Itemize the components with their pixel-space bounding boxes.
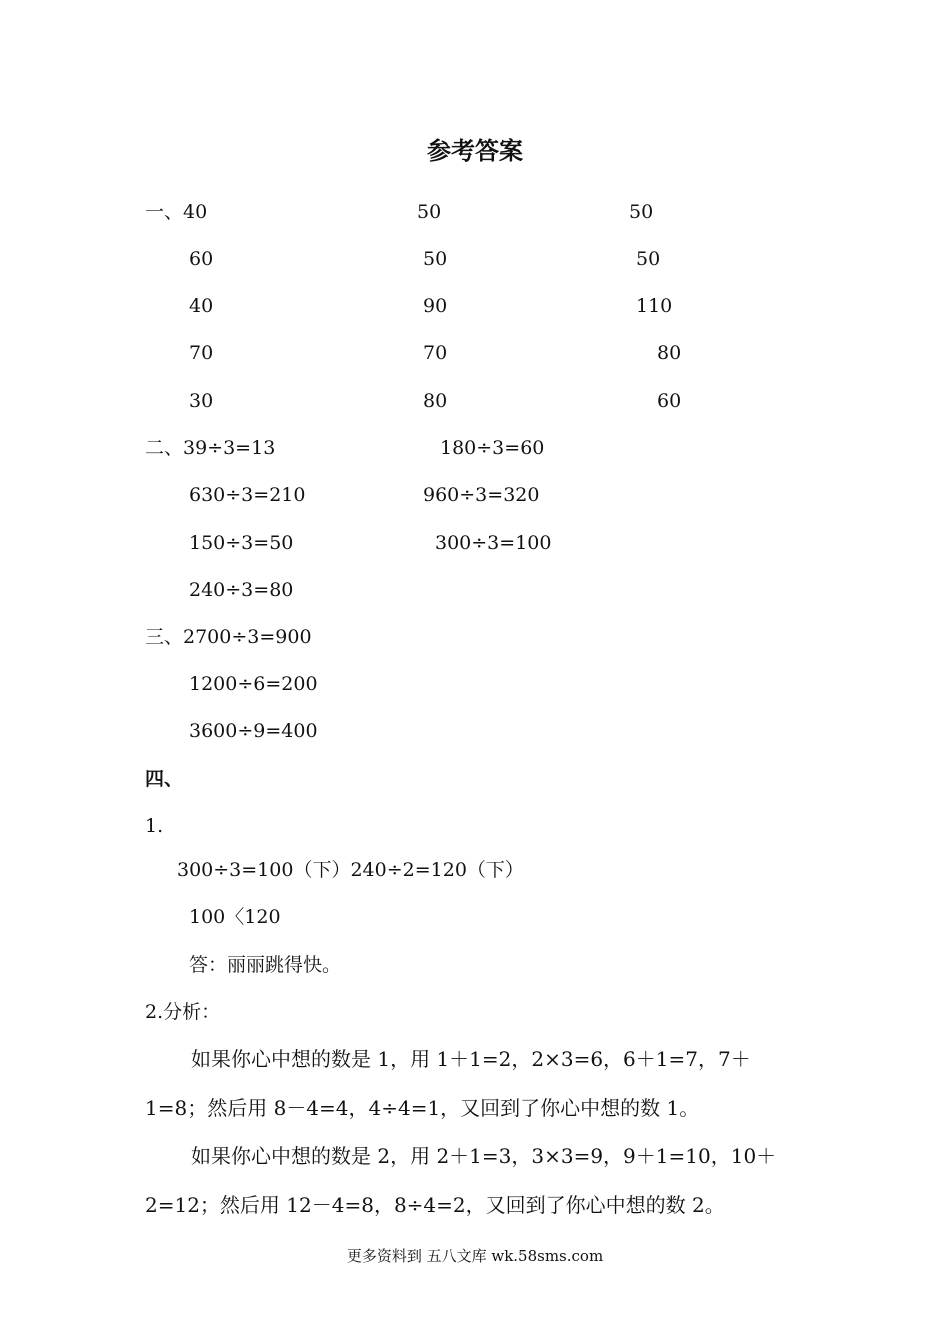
- q1-number: 1.: [145, 815, 164, 837]
- s2-r1-c1: 39÷3=13: [183, 437, 276, 459]
- s2-r2-c1: 630÷3=210: [189, 484, 306, 506]
- q1-line-2: 100〈120: [189, 906, 281, 928]
- page-title: 参考答案: [427, 137, 523, 165]
- s1-r4-c3: 80: [657, 342, 682, 364]
- s1-r1-c1: 40: [183, 201, 208, 223]
- q2-para-2-line-1: 如果你心中想的数是 2，用 2＋1=3，3×3=9，9＋1=10，10＋: [191, 1144, 777, 1168]
- q2-heading: 2.分析：: [145, 1001, 221, 1023]
- section-2-label: 二、: [145, 437, 184, 459]
- s2-r3-c2: 300÷3=100: [435, 532, 552, 554]
- s3-line-3: 3600÷9=400: [189, 720, 318, 742]
- s1-r2-c2: 50: [423, 248, 448, 270]
- s1-r2-c3: 50: [636, 248, 661, 270]
- section-1-label: 一、: [145, 201, 184, 223]
- s1-r2-c1: 60: [189, 248, 214, 270]
- s2-r1-c2: 180÷3=60: [440, 437, 545, 459]
- s1-r4-c1: 70: [189, 342, 214, 364]
- q2-para-1-line-1: 如果你心中想的数是 1，用 1＋1=2，2×3=6，6＋1=7，7＋: [191, 1047, 751, 1071]
- section-3-label: 三、: [145, 626, 184, 648]
- q1-answer: 答：丽丽跳得快。: [189, 954, 342, 976]
- s1-r5-c1: 30: [189, 390, 214, 412]
- s2-r2-c2: 960÷3=320: [423, 484, 540, 506]
- q2-para-2-line-2: 2=12；然后用 12－4=8，8÷4=2，又回到了你心中想的数 2。: [145, 1193, 725, 1217]
- s2-r3-c1: 150÷3=50: [189, 532, 294, 554]
- s1-r5-c3: 60: [657, 390, 682, 412]
- s3-line-2: 1200÷6=200: [189, 673, 318, 695]
- q2-para-1-line-2: 1=8；然后用 8－4=4，4÷4=1，又回到了你心中想的数 1。: [145, 1096, 700, 1120]
- section-4-label: 四、: [145, 768, 184, 790]
- s1-r4-c2: 70: [423, 342, 448, 364]
- s1-r3-c2: 90: [423, 295, 448, 317]
- footer-note: 更多资料到 五八文库 wk.58sms.com: [346, 1247, 604, 1265]
- s1-r3-c1: 40: [189, 295, 214, 317]
- s1-r5-c2: 80: [423, 390, 448, 412]
- q1-line-1: 300÷3=100（下）240÷2=120（下）: [177, 859, 524, 881]
- s2-r4-c1: 240÷3=80: [189, 579, 294, 601]
- s1-r1-c2: 50: [417, 201, 442, 223]
- s1-r1-c3: 50: [629, 201, 654, 223]
- s1-r3-c3: 110: [636, 295, 673, 317]
- s3-line-1: 2700÷3=900: [183, 626, 312, 648]
